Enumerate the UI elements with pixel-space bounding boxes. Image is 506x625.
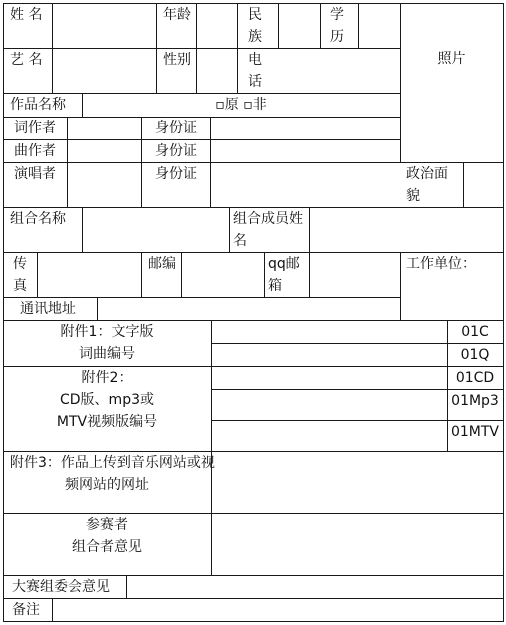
code-01q: 01Q bbox=[460, 347, 490, 363]
singer-id-label: 身份证 bbox=[155, 166, 197, 182]
attachment1-subtitle: 词曲编号 bbox=[79, 346, 135, 362]
name-label: 姓 名 bbox=[10, 7, 43, 23]
code-01mp3: 01Mp3 bbox=[451, 393, 499, 409]
ethnicity-label-bottom: 族 bbox=[248, 29, 262, 45]
lyricist-id-label: 身份证 bbox=[155, 120, 197, 136]
education-label-bottom: 历 bbox=[330, 29, 344, 45]
committee-opinion-label: 大赛组委会意见 bbox=[12, 579, 110, 595]
original-option[interactable]: ▫原 ▫非 bbox=[215, 97, 267, 113]
age-label: 年龄 bbox=[163, 7, 191, 23]
photo-label: 照片 bbox=[437, 51, 466, 67]
political-label-bottom: 貌 bbox=[406, 188, 420, 204]
phone-label-bottom: 话 bbox=[248, 74, 262, 90]
composer-label: 曲作者 bbox=[14, 143, 56, 159]
attachment3-subtitle: 频网站的网址 bbox=[65, 477, 149, 493]
remarks-label: 备注 bbox=[12, 602, 40, 618]
phone-label-top: 电 bbox=[248, 52, 262, 68]
participant-opinion-label: 参赛者 bbox=[86, 517, 128, 533]
attachment2-title: 附件2： bbox=[81, 370, 133, 386]
address-label: 通讯地址 bbox=[20, 301, 76, 317]
attachment2-line3: MTV视频版编号 bbox=[56, 414, 158, 430]
fax-label-bottom: 真 bbox=[13, 278, 27, 294]
attachment2-line2: CD版、mp3或 bbox=[60, 392, 154, 408]
code-01cd: 01CD bbox=[455, 370, 495, 386]
code-01mtv: 01MTV bbox=[450, 424, 500, 440]
composer-id-label: 身份证 bbox=[155, 143, 197, 159]
lyricist-label: 词作者 bbox=[14, 120, 56, 136]
code-01c: 01C bbox=[461, 324, 489, 340]
group-members-label-top: 组合成员姓 bbox=[233, 211, 303, 227]
attachment1-title: 附件1：文字版 bbox=[60, 324, 154, 340]
work-unit-label: 工作单位： bbox=[406, 256, 476, 272]
fax-label-top: 传 bbox=[13, 256, 27, 272]
gender-label: 性别 bbox=[163, 52, 191, 68]
work-title-label: 作品名称 bbox=[10, 97, 66, 113]
group-members-label-bottom: 名 bbox=[233, 233, 247, 249]
political-label-top: 政治面 bbox=[406, 166, 448, 182]
attachment3-title: 附件3：作品上传到音乐网站或视 bbox=[10, 455, 215, 471]
group-name-label: 组合名称 bbox=[10, 211, 66, 227]
singer-label: 演唱者 bbox=[14, 166, 56, 182]
postcode-label: 邮编 bbox=[148, 256, 176, 272]
ethnicity-label-top: 民 bbox=[248, 7, 262, 23]
qq-label-top: qq邮 bbox=[268, 256, 300, 272]
education-label-top: 学 bbox=[330, 7, 344, 23]
qq-label-bottom: 箱 bbox=[268, 278, 282, 294]
group-opinion-label: 组合者意见 bbox=[72, 539, 142, 555]
stage-name-label: 艺 名 bbox=[10, 52, 43, 68]
